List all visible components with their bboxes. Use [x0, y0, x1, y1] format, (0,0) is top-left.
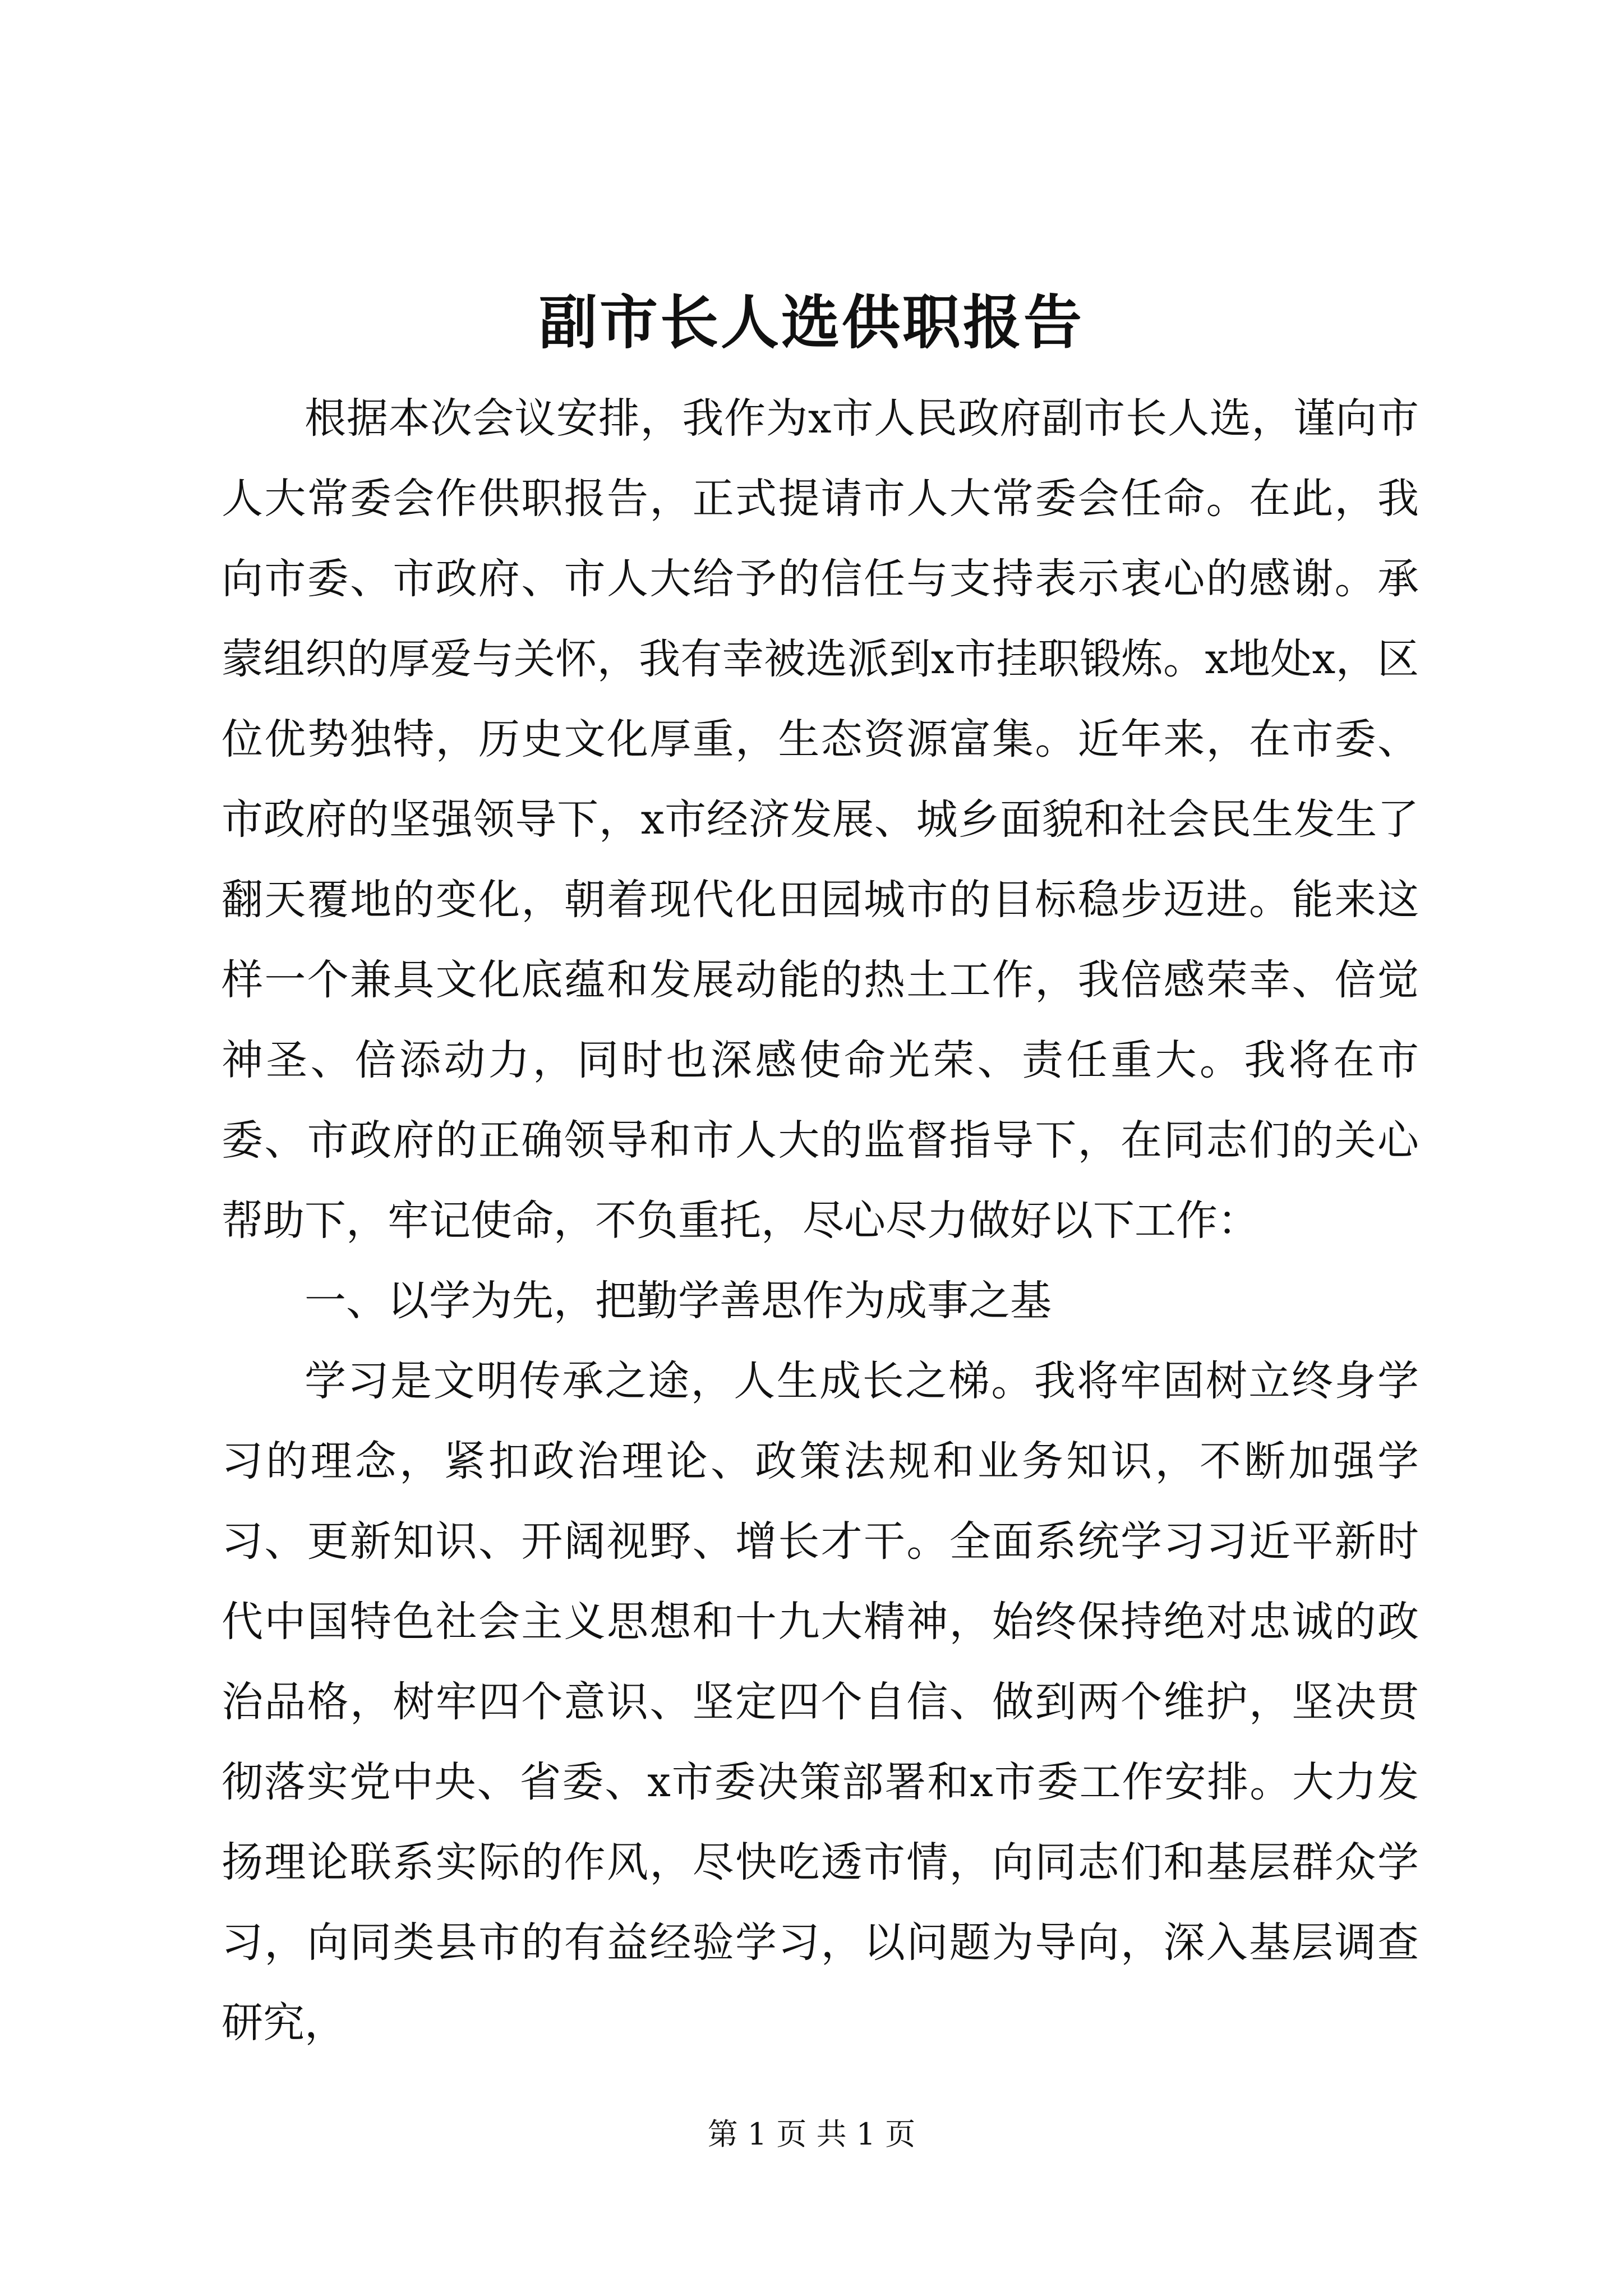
paragraph-intro: 根据本次会议安排，我作为x市人民政府副市长人选，谨向市人大常委会作供职报告，正式提请市人大常委会任命。在此，我向市委、市政府、市人大给予的信任与支持表示衷心的感谢。承蒙组织的厚爱与关怀，我有幸被选派到x市挂职锻炼。x地处x，区位优势独特，历史文化厚重，生态资源富集。近年来，在市委、市政府的坚强领导下，x市经济发展、城乡面貌和社会民生发生了翻天覆地的变化，朝着现代化田园城市的目标稳步迈进。能来这样一个兼具文化底蕴和发展动能的热土工作，我倍感荣幸、倍觉神圣、倍添动力，同时也深感使命光荣、责任重大。我将在市委、市政府的正确领导和市人大的监督指导下，在同志们的关心帮助下，牢记使命，不负重托，尽心尽力做好以下工作：: [222, 394, 1419, 1245]
paragraph-study: 学习是文明传承之途，人生成长之梯。我将牢固树立终身学习的理念，紧扣政治理论、政策法规和业务知识，不断加强学习、更新知识、开阔视野、增长才干。全面系统学习习近平新时代中国特色社会主义思想和十九大精神，始终保持绝对忠诚的政治品格，树牢四个意识、坚定四个自信、做到两个维护，坚决贯彻落实党中央、省委、x市委决策部署和x市委工作安排。大力发扬理论联系实际的作风，尽快吃透市情，向同志们和基层群众学习，向同类县市的有益经验学习，以问题为导向，深入基层调查研究，: [222, 1357, 1419, 2047]
document-body: [222, 379, 1419, 2063]
section-heading-1: 一、以学为先，把勤学善思作为成事之基: [305, 1277, 1052, 1325]
page-number-footer: 第 1 页 共 1 页: [707, 2116, 916, 2152]
document-title: 副市长人选供职报告: [538, 288, 1084, 357]
